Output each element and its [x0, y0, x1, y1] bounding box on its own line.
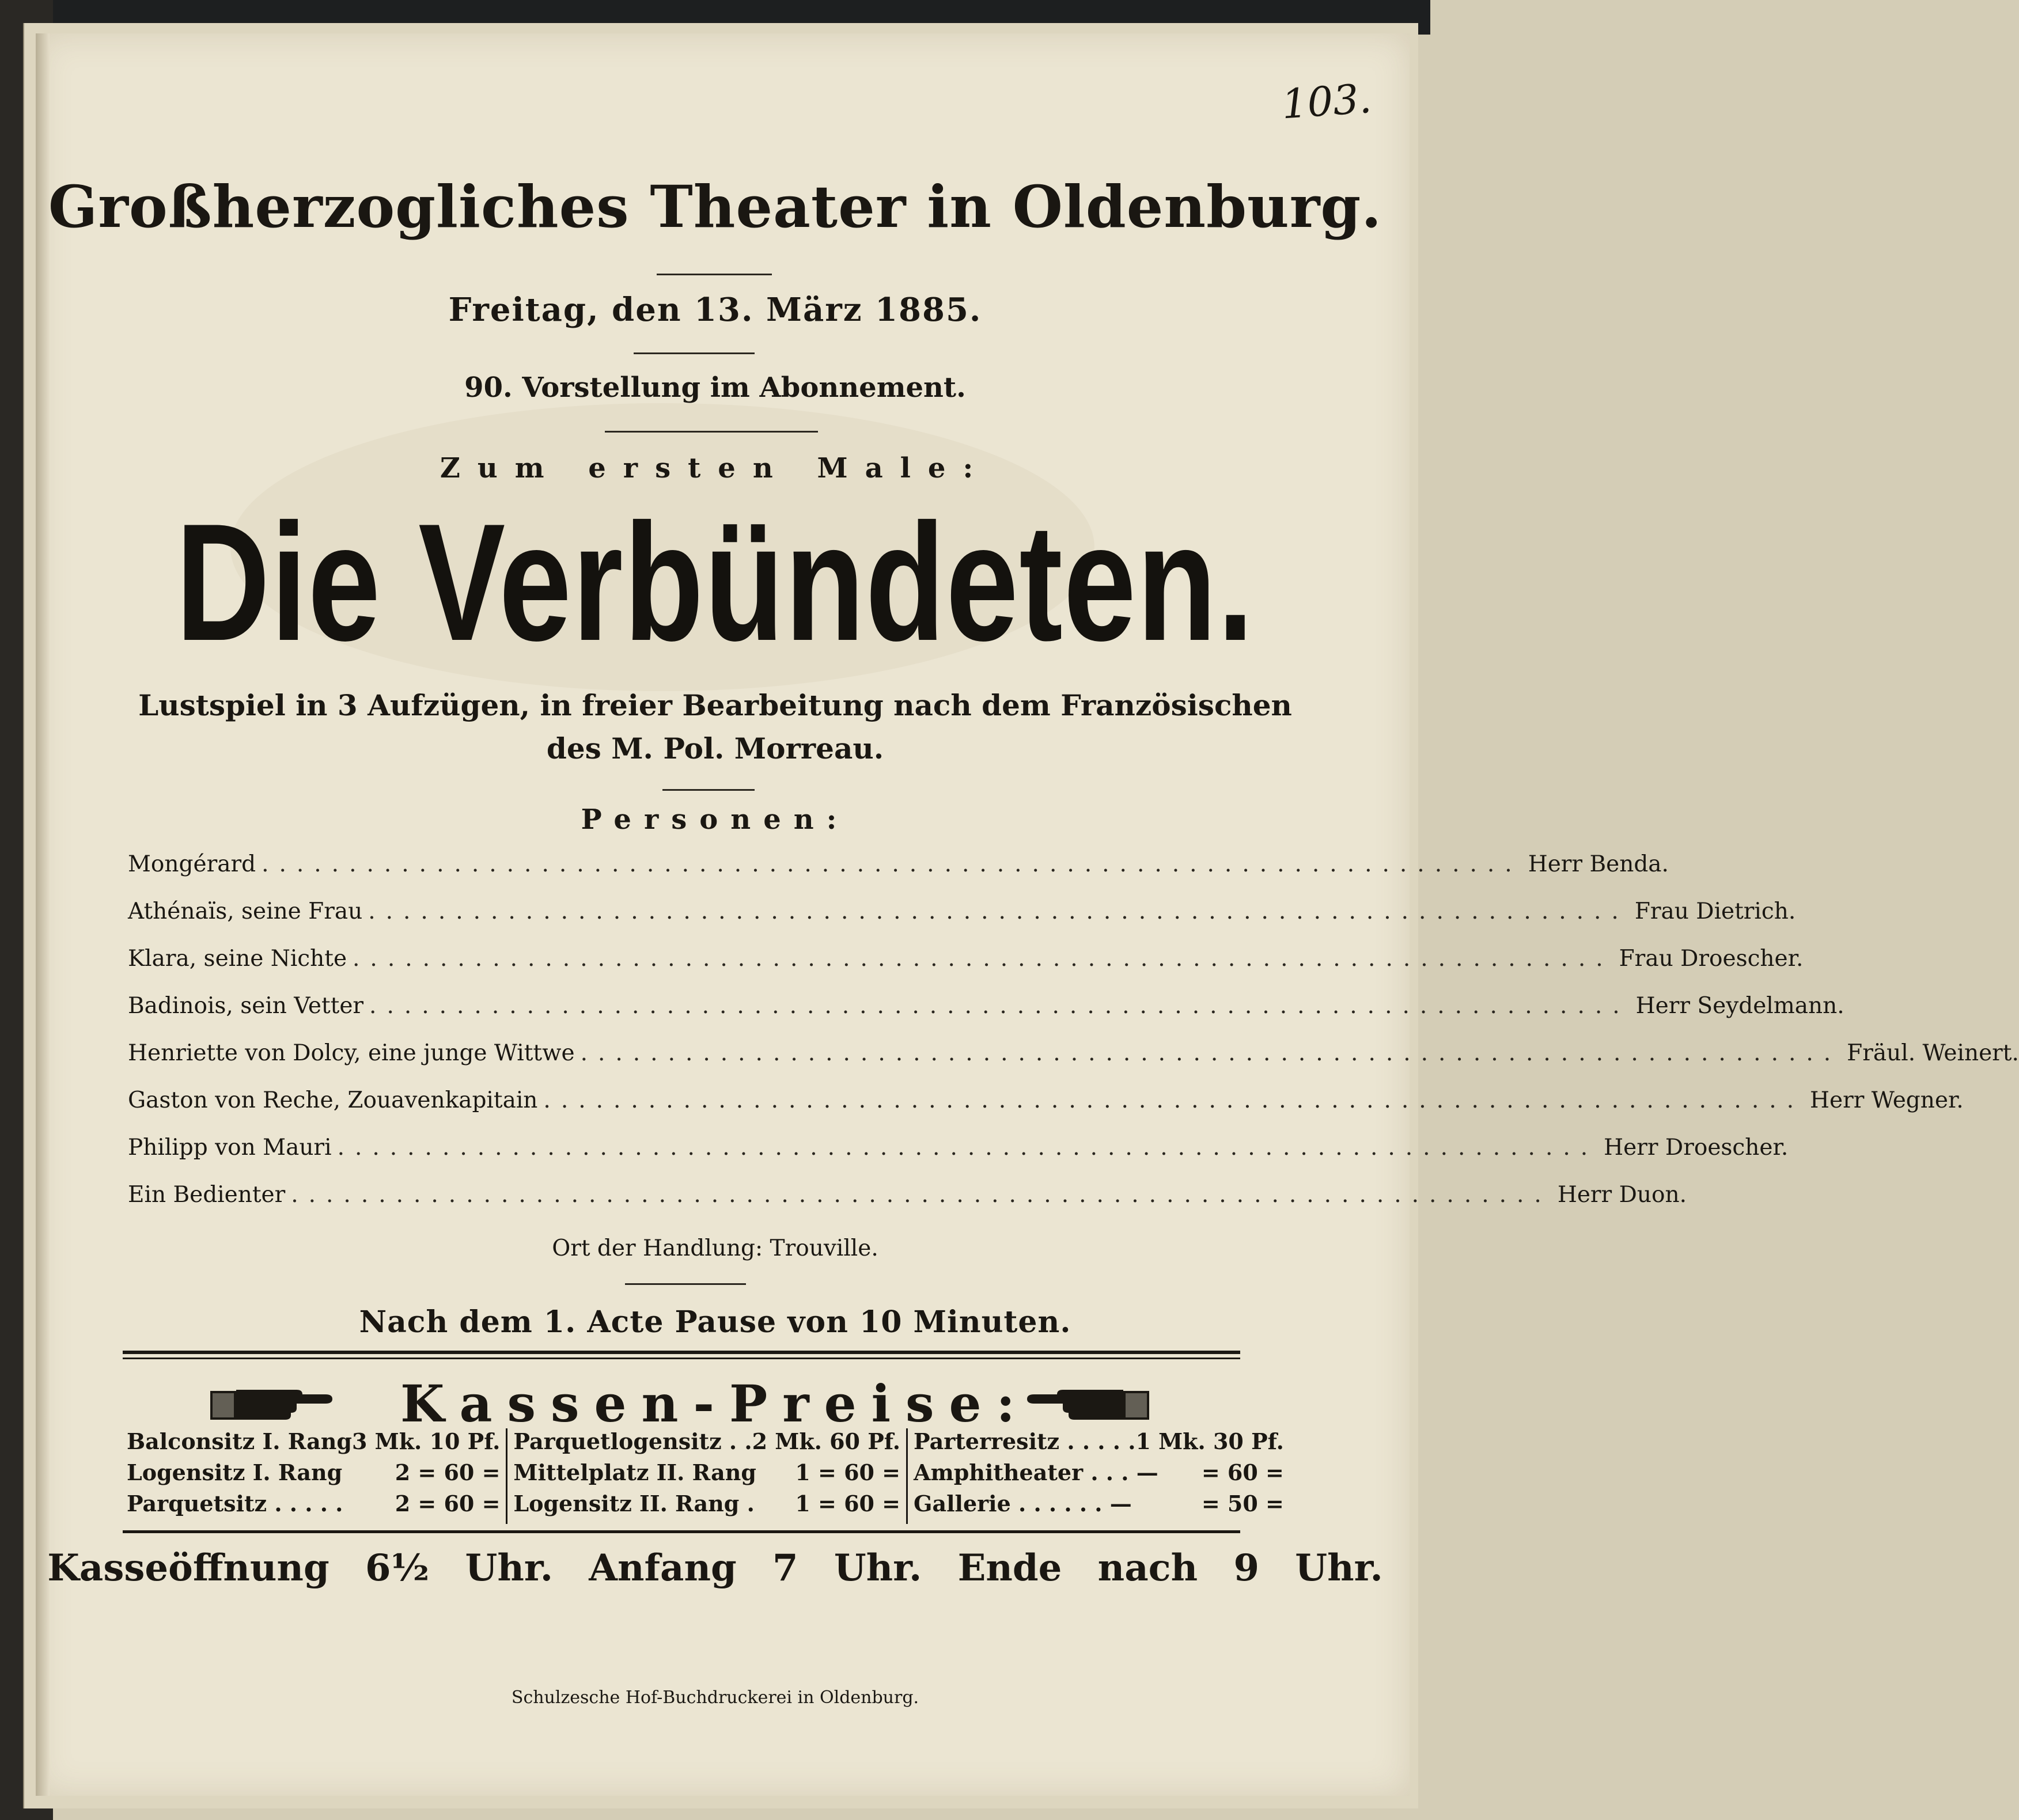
- price-table: [121, 1428, 1284, 1524]
- seat-price: = 60 =: [1201, 1459, 1284, 1485]
- price-row: [914, 1459, 1284, 1491]
- divider: [657, 274, 772, 275]
- seat-category: Parquetlogensitz . .: [513, 1428, 752, 1454]
- seat-price: 1 = 60 =: [795, 1491, 901, 1516]
- seat-price: 1 Mk. 30 Pf.: [1135, 1428, 1284, 1454]
- price-row: [513, 1428, 900, 1459]
- seat-price: 2 Mk. 60 Pf.: [752, 1428, 901, 1454]
- divider: [605, 431, 818, 433]
- seat-price: = 50 =: [1201, 1491, 1284, 1516]
- price-column: [121, 1428, 506, 1524]
- cast-actor: Herr Wegner.: [1810, 1087, 1964, 1113]
- cast-actor: Frau Dietrich.: [1634, 898, 1796, 924]
- folio-number: 103.: [1280, 74, 1373, 128]
- price-column: [506, 1428, 906, 1524]
- seat-price: 2 = 60 =: [395, 1459, 501, 1485]
- cast-row: [128, 851, 1669, 898]
- seat-category: Logensitz I. Rang: [127, 1459, 343, 1485]
- leader-dots: ........................................................................: [353, 946, 1613, 972]
- cast-role: Mongérard: [128, 851, 256, 877]
- price-row: [127, 1491, 500, 1522]
- seat-category: Gallerie . . . . . . —: [914, 1491, 1132, 1516]
- intermission-note: Nach dem 1. Acte Pause von 10 Minuten.: [359, 1305, 1071, 1340]
- cast-actor: Frau Droescher.: [1619, 946, 1804, 972]
- performance-number: 90. Vorstellung im Abonnement.: [464, 371, 966, 404]
- price-row: [513, 1491, 900, 1522]
- price-row: [127, 1459, 500, 1491]
- seat-category: Mittelplatz II. Rang: [513, 1459, 756, 1485]
- prices-heading: Kassen-Preise:: [400, 1374, 1031, 1434]
- cast-actor: Fräul. Weinert.: [1847, 1040, 2019, 1066]
- play-title: Die Verbündeten.: [176, 489, 1255, 676]
- seat-category: Logensitz II. Rang .: [513, 1491, 755, 1516]
- divider: [625, 1283, 746, 1285]
- opening-times: Kasseöffnung 6½ Uhr. Anfang 7 Uhr. Ende nach 9 Uhr.: [47, 1546, 1383, 1590]
- divider: [634, 352, 755, 354]
- price-row: [914, 1428, 1284, 1459]
- cast-role: Athénaïs, seine Frau: [128, 898, 363, 924]
- cast-row: [128, 1040, 2019, 1087]
- place-of-action: Ort der Handlung: Trouville.: [552, 1235, 878, 1261]
- seat-category: Balconsitz I. Rang: [127, 1428, 352, 1454]
- cast-actor: Herr Duon.: [1557, 1182, 1687, 1208]
- cast-row: [128, 1135, 1789, 1182]
- divider: [662, 789, 755, 791]
- performance-date: Freitag, den 13. März 1885.: [448, 291, 982, 329]
- cast-row: [128, 993, 1844, 1040]
- play-subtitle: Lustspiel in 3 Aufzügen, in freier Bearbeitung nach dem Französischen: [138, 688, 1292, 722]
- leader-dots: ........................................................................: [368, 898, 1629, 924]
- price-column: [906, 1428, 1290, 1524]
- leader-dots: ........................................................................: [580, 1040, 1842, 1066]
- price-row: [914, 1491, 1284, 1522]
- cast-actor: Herr Droescher.: [1604, 1135, 1789, 1161]
- pointing-hand-left-icon: [1025, 1379, 1149, 1428]
- leader-dots: ........................................................................: [369, 993, 1630, 1019]
- price-row: [127, 1428, 500, 1459]
- printer-imprint: Schulzesche Hof-Buchdruckerei in Oldenburg.: [511, 1688, 919, 1708]
- seat-price: 1 = 60 =: [795, 1459, 901, 1485]
- rule-below-prices: [123, 1530, 1240, 1533]
- seat-price: 2 = 60 =: [395, 1491, 501, 1516]
- cast-heading: Personen:: [581, 803, 850, 836]
- double-rule-top: [123, 1351, 1240, 1354]
- double-rule-top-thin: [123, 1358, 1240, 1359]
- cast-role: Klara, seine Nichte: [128, 946, 347, 972]
- cast-role: Gaston von Reche, Zouavenkapitain: [128, 1087, 538, 1113]
- leader-dots: ........................................................................: [543, 1087, 1805, 1113]
- cast-row: [128, 1182, 1687, 1229]
- cast-row: [128, 1087, 1964, 1135]
- price-row: [513, 1459, 900, 1491]
- cast-actor: Herr Benda.: [1528, 851, 1669, 877]
- cast-role: Ein Bedienter: [128, 1182, 286, 1208]
- cast-role: Philipp von Mauri: [128, 1135, 332, 1161]
- theatre-name: Großherzogliches Theater in Oldenburg.: [48, 173, 1382, 241]
- first-performance-note: Zum ersten Male:: [440, 452, 991, 484]
- leader-dots: ........................................................................: [291, 1182, 1552, 1208]
- cast-actor: Herr Seydelmann.: [1635, 993, 1844, 1019]
- cast-role: Badinois, sein Vetter: [128, 993, 364, 1019]
- seat-category: Amphitheater . . . —: [914, 1459, 1158, 1485]
- seat-price: 3 Mk. 10 Pf.: [351, 1428, 501, 1454]
- seat-category: Parterresitz . . . . .: [914, 1428, 1136, 1454]
- cast-row: [128, 898, 1796, 946]
- cast-list: [128, 851, 2019, 1229]
- cast-role: Henriette von Dolcy, eine junge Wittwe: [128, 1040, 575, 1066]
- leader-dots: ........................................................................: [262, 851, 1522, 877]
- cast-row: [128, 946, 1804, 993]
- seat-category: Parquetsitz . . . . .: [127, 1491, 343, 1516]
- leader-dots: ........................................................................: [337, 1135, 1598, 1161]
- play-author: des M. Pol. Morreau.: [546, 731, 884, 765]
